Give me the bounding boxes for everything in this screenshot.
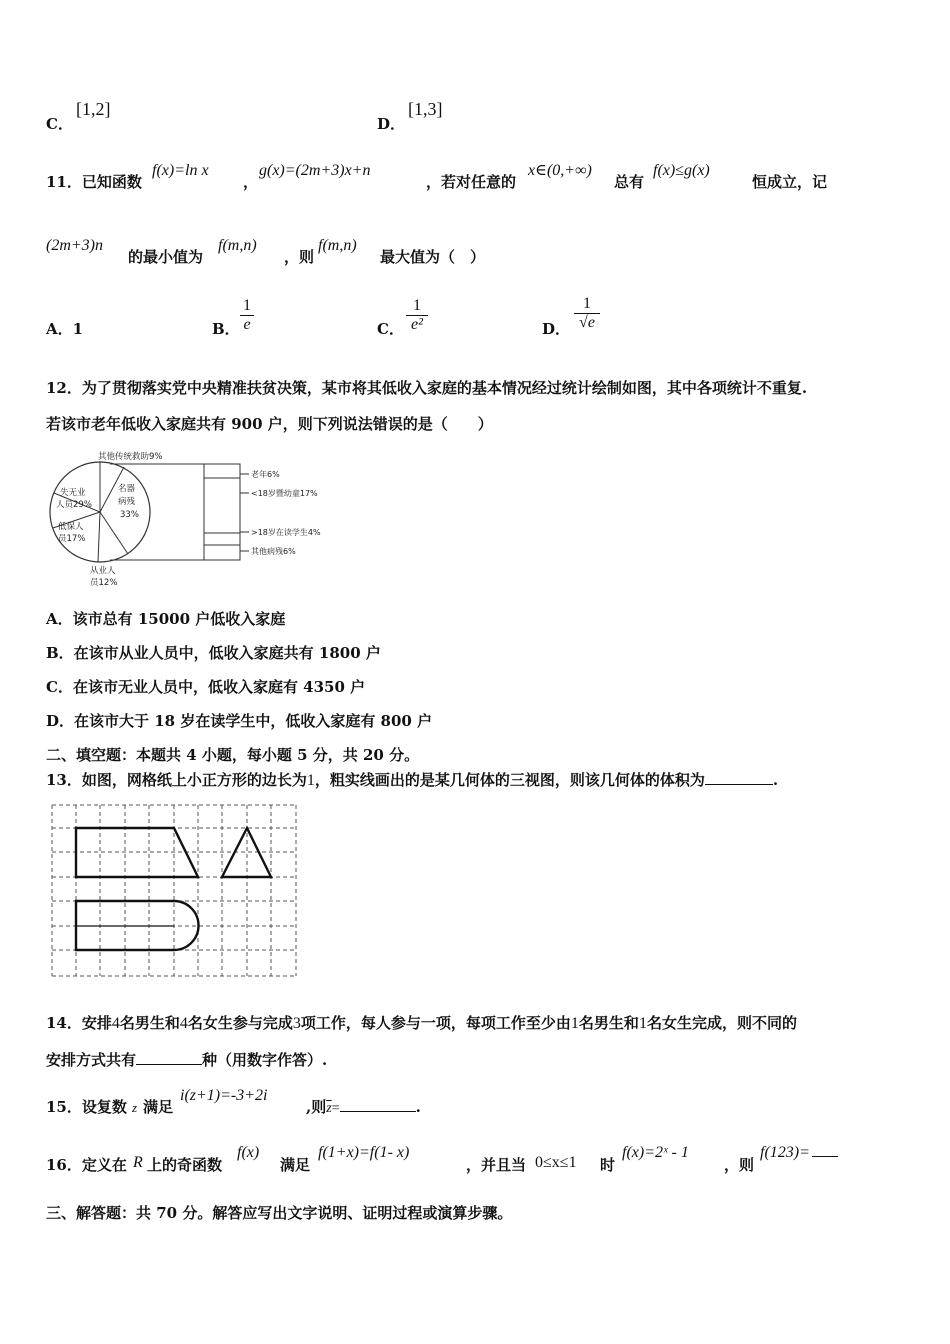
q10-option-d-label: D．: [377, 115, 406, 133]
q11-option-c-denominator: e²: [411, 316, 423, 333]
q16-ask: f(123)=: [760, 1144, 810, 1161]
q15-answer-blank[interactable]: [340, 1111, 416, 1112]
q11-option-b-fraction: [240, 297, 254, 334]
q11-f-definition: f(x)=ln x: [152, 162, 209, 179]
section-3-heading: 三、解答题：共 70 分。解答应写出文字说明、证明过程或演算步骤。: [46, 1204, 513, 1222]
q11-expression: (2m+3)n: [46, 237, 104, 254]
q13-text-2: ，粗实线画出的是某几何体的三视图，则该几何体的体积为: [314, 771, 705, 789]
q15-text-1: 15．设复数: [46, 1098, 127, 1116]
label-other-relief: 其他传统救助9%: [98, 452, 163, 462]
q12-pie-chart: [44, 448, 344, 590]
q11-text-4: 恒成立，记: [752, 173, 828, 191]
q11-option-a: [46, 322, 83, 337]
q16-symmetry: f(1+x)=f(1- x): [318, 1144, 410, 1161]
q16-text-1: 16．定义在: [46, 1156, 127, 1174]
q14-line-1: [46, 1016, 797, 1032]
label-elderly: 老年6%: [251, 470, 280, 479]
q13-end: .: [772, 771, 779, 789]
q11-option-b-denominator: e: [243, 316, 251, 333]
q11-domain: x∈(0,+∞): [528, 162, 592, 179]
q15-z: z: [132, 1100, 138, 1115]
q12-option-a: A．该市总有 15000 户低收入家庭: [46, 610, 286, 628]
q11-g-definition: g(x)=(2m+3)x+n: [259, 162, 371, 179]
q11-comma: ，: [243, 173, 259, 191]
q13-answer-blank[interactable]: [705, 784, 773, 785]
q13-three-view-figure: [50, 804, 300, 978]
q11-option-d-fraction: [574, 295, 600, 332]
q11-inequality: f(x)≤g(x): [653, 162, 710, 179]
q11-option-d-label: D．: [542, 320, 571, 338]
label-child: <18岁暨幼童17%: [251, 489, 318, 498]
q12-option-b: B．在该市从业人员中，低收入家庭共有 1800 户: [46, 644, 381, 662]
q10-option-c-label: C．: [46, 115, 73, 133]
label-unemployed-2: 人员29%: [56, 500, 92, 510]
q15-end: .: [415, 1098, 421, 1116]
q11-option-d-denominator: √e: [579, 314, 595, 331]
q15-text-2: 满足: [143, 1098, 174, 1116]
q12-option-d: D．在该市大于 18 岁在读学生中，低收入家庭有 800 户: [46, 712, 433, 730]
q11-line-1: [46, 175, 142, 190]
q14-text-2: 名男生和: [119, 1014, 180, 1032]
label-low-guard-1: 低保人: [58, 522, 84, 532]
q15-then: ,则: [306, 1098, 327, 1116]
q11-text-2: ，若对任意的: [426, 173, 517, 191]
q14-text-5: 名男生和: [578, 1014, 639, 1032]
q14-answer-blank[interactable]: [136, 1064, 202, 1065]
pie-divider-4: [98, 512, 100, 562]
label-student: >18岁在读学生4%: [251, 528, 321, 537]
q14-num-5: 1: [638, 1015, 647, 1032]
q15-text-3: [306, 1100, 421, 1116]
q11-text-6: ，则: [284, 248, 315, 266]
q11-option-a-value: 1: [72, 320, 84, 338]
q11-text-5: 的最小值为: [128, 248, 204, 266]
q11-option-b-label: B．: [212, 320, 240, 338]
q16-answer-blank[interactable]: [812, 1156, 838, 1157]
q16-fx: f(x): [237, 1144, 260, 1161]
q11-option-c-label: C．: [377, 320, 404, 338]
label-low-guard-2: 员17%: [58, 534, 86, 544]
q15-equation: i(z+1)=-3+2i: [180, 1087, 268, 1104]
q11-fmn: f(m,n): [218, 237, 257, 254]
q14-text-7: 安排方式共有: [46, 1051, 137, 1069]
q14-text-4: 项工作，每人参与一项，每项工作至少由: [300, 1014, 571, 1032]
q16-text-4: ，并且当: [466, 1156, 527, 1174]
q12-line-2: 若该市老年低收入家庭共有 900 户，则下列说法错误的是（ ）: [46, 415, 493, 433]
label-employed-1: 从业人: [90, 566, 116, 576]
label-other-illness: 其他病残6%: [251, 547, 296, 556]
label-illness-1: 名器: [118, 484, 136, 494]
q16-text-3: 满足: [280, 1156, 311, 1174]
q12-option-c: C．在该市无业人员中，低收入家庭有 4350 户: [46, 678, 366, 696]
q10-option-c-value: [1,2]: [76, 99, 111, 119]
q11-option-b-numerator: 1: [243, 297, 251, 314]
q11-number: 11．: [46, 173, 82, 191]
q16-text-5: 时: [600, 1156, 616, 1174]
q10-option-d-value: [1,3]: [408, 99, 443, 119]
q16-range: 0≤x≤1: [535, 1154, 577, 1171]
label-illness-2: 病残: [118, 497, 136, 507]
q15-z-bar: $\overline{z}$: [326, 1101, 332, 1116]
q14-text-3: 名女生参与完成: [187, 1014, 293, 1032]
q11-fmn-2: f(m,n): [318, 237, 357, 254]
q16-text-6: ，则: [724, 1156, 755, 1174]
q11-text-7: 最大值为（ ）: [380, 248, 486, 266]
q14-num-3: 3: [292, 1015, 301, 1032]
q11-option-d-numerator: 1: [583, 295, 591, 312]
q14-text-6: 名女生完成，则不同的: [646, 1014, 797, 1032]
q16-question: [760, 1145, 838, 1161]
q11-text-1: 已知函数: [81, 173, 142, 191]
q14-text-8: 种（用数字作答）.: [202, 1051, 328, 1069]
q11-option-a-label: A．: [46, 320, 73, 338]
q14-num-1: 4: [111, 1015, 120, 1032]
q14-text-1: 14．安排: [46, 1014, 112, 1032]
label-illness-3: 33%: [120, 510, 139, 520]
q16-definition: f(x)=2ˣ - 1: [622, 1144, 689, 1161]
label-unemployed-1: 失无业: [60, 488, 86, 498]
q14-num-2: 4: [179, 1015, 188, 1032]
label-employed-2: 员12%: [90, 578, 118, 588]
q11-option-c-fraction: [406, 297, 428, 334]
q11-text-3: 总有: [614, 173, 645, 191]
q13-text-1: 13．如图，网格纸上小正方形的边长为: [46, 771, 307, 789]
q15-equals: =: [331, 1101, 340, 1116]
q16-text-2: 上的奇函数: [147, 1156, 223, 1174]
q11-option-c-numerator: 1: [413, 297, 421, 314]
q13-line: [46, 773, 778, 789]
q13-one: 1: [306, 772, 315, 789]
q14-line-2: [46, 1053, 327, 1068]
q14-num-4: 1: [570, 1015, 579, 1032]
q12-line-1: 12．为了贯彻落实党中央精准扶贫决策，某市将其低收入家庭的基本情况经过统计绘制如图，其中各项统计不重复.: [46, 379, 808, 397]
section-2-heading: 二、填空题：本题共 4 小题，每小题 5 分，共 20 分。: [46, 746, 420, 764]
q16-R: R: [133, 1154, 143, 1171]
